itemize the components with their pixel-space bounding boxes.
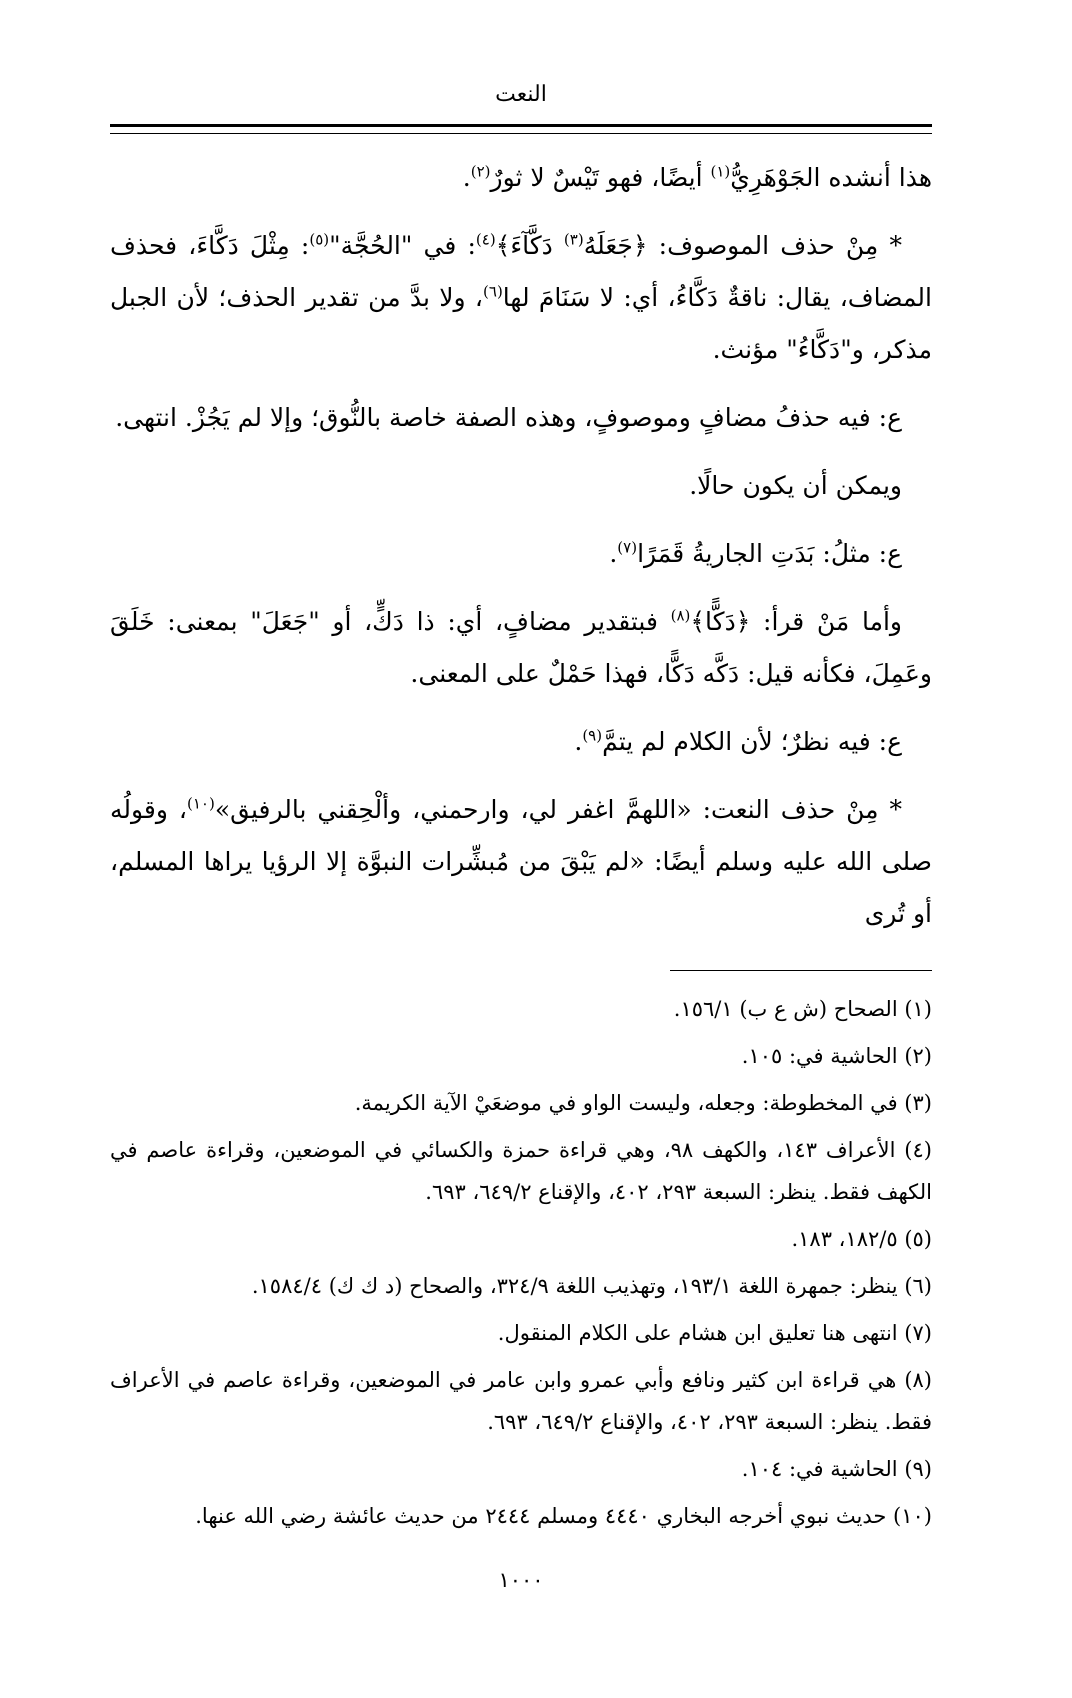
paragraph bbox=[110, 716, 932, 768]
paragraph bbox=[110, 392, 932, 444]
footnote: (٣) في المخطوطة: وجعله، وليست الواو في موضعَيْ الآية الكريمة. bbox=[354, 1091, 932, 1115]
running-head: النعت bbox=[495, 82, 547, 107]
text-run: ع: مثلُ: بَدَتِ الجاريةُ قَمَرًا bbox=[637, 539, 902, 568]
page-number: ١٠٠٠ bbox=[498, 1568, 544, 1592]
footnote: (٨) هي قراءة ابن كثير ونافع وأبي عمرو وابن عامر في الموضعين، وقراءة عاصم في الأعراف فقط. ينظر: السبعة ٢٩٣، ٤٠٢، والإقناع ٦٤٩/٢، ٦٩٣. bbox=[110, 1368, 932, 1434]
paragraph bbox=[110, 220, 932, 376]
footnote: (٤) الأعراف ١٤٣، والكهف ٩٨، وهي قراءة حمزة والكسائي في الموضعين، وقراءة عاصم في الكهف فقط. ينظر: السبعة ٢٩٣، ٤٠٢، والإقناع ٦٤٩/٢، ٦٩٣. bbox=[110, 1138, 932, 1204]
footnote-marker: (٦) bbox=[483, 282, 503, 301]
text-run: . bbox=[609, 539, 618, 568]
footnote-marker: (١٠) bbox=[186, 794, 215, 813]
footnote-marker: (٩) bbox=[582, 726, 603, 745]
footnote-marker: (٧) bbox=[617, 538, 638, 557]
text-run: : في "الحُجَّة" bbox=[329, 231, 476, 260]
footnote-marker: (٨) bbox=[670, 606, 691, 625]
paragraph bbox=[110, 152, 932, 204]
footnote: (٢) الحاشية في: ١٠٥. bbox=[741, 1044, 932, 1068]
footnote: (٦) ينظر: جمهرة اللغة ١٩٣/١، وتهذيب اللغة ٣٢٤/٩، والصحاح (د ك ك) ١٥٨٤/٤. bbox=[251, 1274, 932, 1298]
text-run: دَكَّآءَ﴾ bbox=[495, 231, 564, 260]
text-run: . bbox=[574, 727, 583, 756]
footnote-marker: (٤) bbox=[475, 230, 496, 249]
text-run: ويمكن أن يكون حالًا. bbox=[689, 471, 902, 500]
paragraph bbox=[110, 784, 932, 940]
text-run: . bbox=[462, 163, 471, 192]
paragraph bbox=[110, 528, 932, 580]
header-rule-thin bbox=[110, 133, 932, 134]
footnote-marker: (١) bbox=[710, 162, 731, 181]
text-run: فبتقدير مضافٍ، أي: ذا دَكٍّ، أو "جَعَلَ" بمعنى: خَلَقَ وعَمِلَ، فكأنه قيل: دَكَّه دَكًّا، فهذا حَمْلٌ على المعنى. bbox=[110, 607, 932, 688]
page bbox=[110, 0, 932, 1698]
footnote: (٥) ١٨٢/٥، ١٨٣. bbox=[791, 1227, 932, 1251]
footnote: (٩) الحاشية في: ١٠٤. bbox=[741, 1457, 932, 1481]
text-run: * مِنْ حذف النعت: «اللهمَّ اغفر لي، وارحمني، وألْحِقني بالرفيق» bbox=[214, 795, 902, 824]
text-run: ، وقولُه صلى الله عليه وسلم أيضًا: «لم يَبْقَ من مُبشِّرات النبوَّة إلا الرؤيا يراها المسلم، أو تُرى bbox=[110, 795, 932, 928]
footnote: (١) الصحاح (ش ع ب) ١٥٦/١. bbox=[673, 997, 932, 1021]
footnotes bbox=[110, 988, 932, 1542]
footnote: (١٠) حديث نبوي أخرجه البخاري ٤٤٤٠ ومسلم ٢٤٤٤ من حديث عائشة رضي الله عنها. bbox=[195, 1504, 932, 1528]
body-text bbox=[110, 152, 932, 956]
footnote-marker: (٢) bbox=[470, 162, 491, 181]
text-run: هذا أنشده الجَوْهَرِيُّ bbox=[730, 163, 932, 192]
text-run: ع: فيه حذفُ مضافٍ وموصوفٍ، وهذه الصفة خاصة بالنُّوق؛ وإلا لم يَجُزْ. انتهى. bbox=[115, 403, 902, 432]
footnote-separator bbox=[670, 970, 932, 971]
footnote-marker: (٥) bbox=[309, 230, 330, 249]
footnote: (٧) انتهى هنا تعليق ابن هشام على الكلام المنقول. bbox=[497, 1321, 932, 1345]
paragraph bbox=[110, 460, 932, 512]
text-run: ع: فيه نظرٌ؛ لأن الكلام لم يتمَّ bbox=[602, 727, 902, 756]
text-run: وأما مَنْ قرأ: ﴿دَكًّا﴾ bbox=[690, 607, 902, 636]
paragraph bbox=[110, 596, 932, 700]
text-run: ، ولا بدَّ من تقدير الحذف؛ لأن الجبل مذكر، و"دَكَّاءُ" مؤنث. bbox=[110, 283, 932, 364]
text-run: : مِثْلَ دَكَّاءَ، فحذف المضاف، يقال: ناقةٌ دَكَّاءُ، أي: لا سَنَامَ لها bbox=[110, 231, 932, 312]
text-run: * مِنْ حذف الموصوف: ﴿جَعَلَهُ bbox=[583, 231, 902, 260]
text-run: أيضًا، فهو تَيْسٌ لا ثورٌ bbox=[490, 163, 711, 192]
header-rule-thick bbox=[110, 124, 932, 127]
footnote-marker: (٣) bbox=[563, 230, 584, 249]
